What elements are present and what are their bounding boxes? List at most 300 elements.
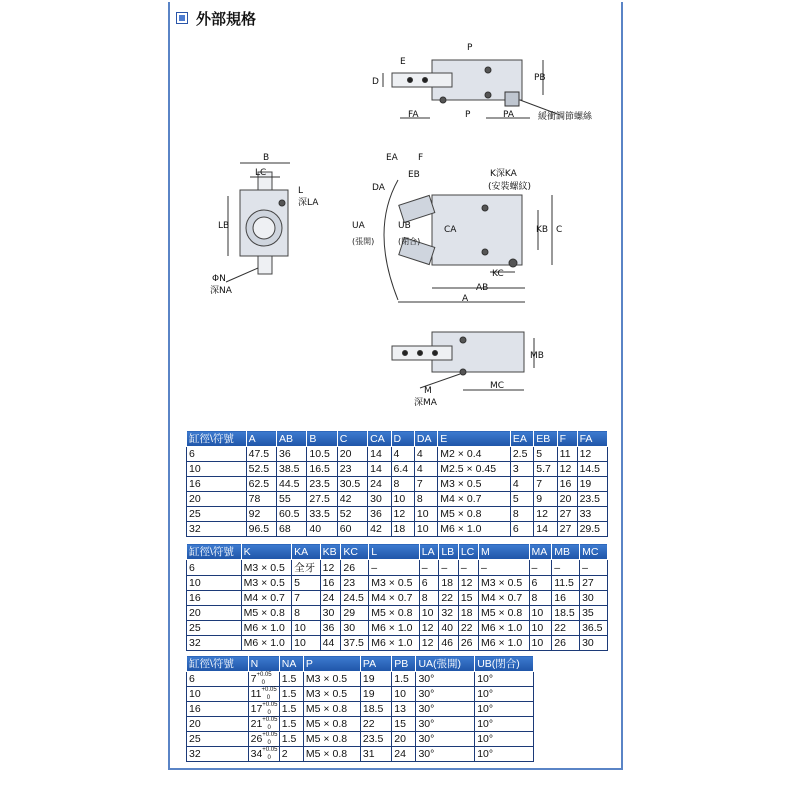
table-cell: 96.5 bbox=[246, 522, 276, 537]
table-cell: 52.5 bbox=[246, 462, 276, 477]
table-row bbox=[187, 560, 608, 576]
table-cell: 16 bbox=[187, 591, 242, 606]
table-cell: 27.5 bbox=[307, 492, 337, 507]
table-cell: 30° bbox=[416, 672, 475, 687]
header-cell: LB bbox=[439, 544, 459, 560]
header-cell: C bbox=[337, 431, 367, 447]
top-view-label-P-bottom: P bbox=[465, 110, 471, 120]
table-cell: 30° bbox=[416, 717, 475, 732]
table-cell: 20 bbox=[187, 717, 249, 732]
table-cell: 16.5 bbox=[307, 462, 337, 477]
table-cell: 2.5 bbox=[510, 447, 533, 462]
front-view-label-DA: DA bbox=[372, 183, 385, 193]
header-cell: A bbox=[246, 431, 276, 447]
table-cell: M5 × 0.8 bbox=[303, 702, 360, 717]
table-cell: 29.5 bbox=[577, 522, 607, 537]
table-cell: 23 bbox=[337, 462, 367, 477]
table-cell: 36 bbox=[368, 507, 391, 522]
table-cell bbox=[248, 672, 279, 687]
table-cell: 10 bbox=[529, 636, 552, 651]
header-cell: UA(張開) bbox=[416, 656, 475, 672]
table-cell: 1.5 bbox=[279, 717, 303, 732]
table-cell: – bbox=[479, 560, 530, 576]
table-cell: 36.5 bbox=[580, 621, 608, 636]
table-cell: 1.5 bbox=[392, 672, 416, 687]
side-view-label-depth-LA: 深LA bbox=[298, 198, 319, 208]
table-cell: 19 bbox=[360, 672, 391, 687]
table-cell: 12 bbox=[557, 462, 577, 477]
tolerance-lower: 0 bbox=[267, 755, 271, 761]
table-cell: 30° bbox=[416, 702, 475, 717]
table-cell: M4 × 0.7 bbox=[369, 591, 420, 606]
table-cell: 6.4 bbox=[391, 462, 414, 477]
side-view-label-LC: LC bbox=[255, 168, 267, 178]
tolerance-lower: 0 bbox=[267, 740, 271, 746]
table-cell: 10° bbox=[475, 672, 534, 687]
table-cell: 10° bbox=[475, 687, 534, 702]
header-cell: KB bbox=[320, 544, 341, 560]
side-view-label-LB: LB bbox=[218, 221, 230, 231]
table-cell: 23.5 bbox=[307, 477, 337, 492]
table-cell: M3 × 0.5 bbox=[241, 576, 292, 591]
table-cell: 5 bbox=[292, 576, 320, 591]
table-cell: – bbox=[580, 560, 608, 576]
table-header-row bbox=[187, 431, 608, 447]
technical-drawings bbox=[180, 36, 620, 416]
header-cell: EA bbox=[510, 431, 533, 447]
header-cell: L bbox=[369, 544, 420, 560]
table-cell: 11 bbox=[557, 447, 577, 462]
table-cell: M5 × 0.8 bbox=[241, 606, 292, 621]
square-bullet-icon bbox=[176, 12, 188, 24]
table-cell: 8 bbox=[529, 591, 552, 606]
table-cell: 52 bbox=[337, 507, 367, 522]
front-view-label-EA: EA bbox=[386, 153, 398, 163]
table-cell: 30° bbox=[416, 732, 475, 747]
table-cell: 12 bbox=[391, 507, 414, 522]
table-cell bbox=[248, 702, 279, 717]
table-cell: 4 bbox=[414, 447, 437, 462]
tolerance-upper: +0.05 bbox=[262, 747, 278, 753]
table-cell bbox=[248, 687, 279, 702]
table-cell: 16 bbox=[557, 477, 577, 492]
front-view-label-A: A bbox=[462, 294, 469, 304]
table-cell: 92 bbox=[246, 507, 276, 522]
table-cell bbox=[248, 717, 279, 732]
tolerance-upper: +0.05 bbox=[261, 687, 277, 693]
table-cell: 23 bbox=[341, 576, 369, 591]
table-cell: 14 bbox=[368, 447, 391, 462]
table-cell: 10 bbox=[529, 606, 552, 621]
header-cell: FA bbox=[577, 431, 607, 447]
table-cell: 30° bbox=[416, 747, 475, 762]
table-cell: 46 bbox=[439, 636, 459, 651]
table-cell: 27 bbox=[580, 576, 608, 591]
table-cell: 30 bbox=[320, 606, 341, 621]
table-cell: 55 bbox=[276, 492, 306, 507]
tolerance-value: 21 bbox=[250, 718, 263, 730]
table-cell: 44.5 bbox=[276, 477, 306, 492]
table-cell: 6 bbox=[419, 576, 439, 591]
table-cell: – bbox=[439, 560, 459, 576]
header-cell: MA bbox=[529, 544, 552, 560]
front-view-label-EB: EB bbox=[408, 170, 420, 180]
table-cell: M5 × 0.8 bbox=[479, 606, 530, 621]
table-cell: 42 bbox=[368, 522, 391, 537]
table-cell: 10 bbox=[187, 462, 247, 477]
table-cell: 30 bbox=[368, 492, 391, 507]
table-cell: 36 bbox=[320, 621, 341, 636]
table-cell: 15 bbox=[458, 591, 478, 606]
bottom-view-label-MC: MC bbox=[490, 381, 505, 391]
table-cell: M5 × 0.8 bbox=[303, 717, 360, 732]
table-cell: M6 × 1.0 bbox=[369, 636, 420, 651]
table-cell: 42 bbox=[337, 492, 367, 507]
header-cell: UB(閉合) bbox=[475, 656, 534, 672]
table-cell: 16 bbox=[187, 702, 249, 717]
tolerance-lower: 0 bbox=[267, 710, 271, 716]
table-cell: 30 bbox=[580, 636, 608, 651]
table-cell: M3 × 0.5 bbox=[241, 560, 292, 576]
table-row bbox=[187, 447, 608, 462]
table-cell: 6 bbox=[187, 447, 247, 462]
table-cell: M4 × 0.7 bbox=[241, 591, 292, 606]
bottom-view-label-depth-MA: 深MA bbox=[414, 398, 437, 408]
front-view-label-KC: KC bbox=[492, 269, 504, 279]
header-cell: N bbox=[248, 656, 279, 672]
table-cell: 78 bbox=[246, 492, 276, 507]
table-cell: M4 × 0.7 bbox=[438, 492, 511, 507]
table-cell: 24.5 bbox=[341, 591, 369, 606]
front-view-label-K-depth-KA: K深KA bbox=[490, 169, 517, 179]
table-cell: 40 bbox=[439, 621, 459, 636]
front-view-label-AB: AB bbox=[476, 283, 489, 293]
header-cell: 缸徑\符號 bbox=[187, 656, 249, 672]
header-cell: DA bbox=[414, 431, 437, 447]
table-cell: 22 bbox=[360, 717, 391, 732]
header-cell: M bbox=[479, 544, 530, 560]
table-cell: 12 bbox=[458, 576, 478, 591]
table-cell: 1.5 bbox=[279, 687, 303, 702]
table-cell: 24 bbox=[368, 477, 391, 492]
table-cell: 23.5 bbox=[360, 732, 391, 747]
table-cell: 3 bbox=[510, 462, 533, 477]
table-cell: 10° bbox=[475, 747, 534, 762]
table-cell: 32 bbox=[187, 636, 242, 651]
side-view-label-B: B bbox=[263, 153, 270, 163]
header-cell: NA bbox=[279, 656, 303, 672]
side-view-label-L: L bbox=[298, 186, 304, 196]
table-cell: M5 × 0.8 bbox=[438, 507, 511, 522]
section-title: 外部規格 bbox=[196, 9, 257, 28]
spec-table-2 bbox=[186, 543, 608, 651]
table-cell: 30 bbox=[580, 591, 608, 606]
table-row bbox=[187, 687, 534, 702]
tolerance-lower: 0 bbox=[266, 695, 271, 701]
table-cell: 36 bbox=[276, 447, 306, 462]
table-cell: 5 bbox=[534, 447, 557, 462]
section-heading bbox=[176, 8, 256, 28]
table-body bbox=[187, 672, 534, 762]
table-cell: 38.5 bbox=[276, 462, 306, 477]
side-view-label-N: ΦN bbox=[212, 274, 226, 284]
top-view-label-PB: PB bbox=[534, 73, 546, 83]
table-cell: 16 bbox=[187, 477, 247, 492]
table-cell: 14 bbox=[534, 522, 557, 537]
table-cell: 31 bbox=[360, 747, 391, 762]
top-view-drawing bbox=[372, 43, 593, 122]
table-cell: 7 bbox=[414, 477, 437, 492]
table-cell: 30 bbox=[341, 621, 369, 636]
front-view-label-mount-thread: (安裝螺紋) bbox=[488, 182, 532, 192]
tolerance-value: 34 bbox=[250, 748, 263, 760]
front-view-drawing bbox=[352, 153, 562, 304]
table-cell: 8 bbox=[391, 477, 414, 492]
table-row bbox=[187, 576, 608, 591]
table-cell: – bbox=[552, 560, 580, 576]
table-cell: 32 bbox=[187, 747, 249, 762]
header-cell: MB bbox=[552, 544, 580, 560]
table-cell: 18.5 bbox=[360, 702, 391, 717]
tolerance-upper: +0.05 bbox=[256, 672, 272, 678]
table-cell: 8 bbox=[419, 591, 439, 606]
table-cell: 26 bbox=[458, 636, 478, 651]
header-cell: 缸徑\符號 bbox=[187, 544, 242, 560]
table-cell bbox=[248, 747, 279, 762]
table-cell: 5 bbox=[510, 492, 533, 507]
header-cell: LA bbox=[419, 544, 439, 560]
front-view-label-UA: UA bbox=[352, 221, 365, 231]
table-cell: 27 bbox=[557, 522, 577, 537]
table-cell: 10.5 bbox=[307, 447, 337, 462]
table-cell: M2 × 0.4 bbox=[438, 447, 511, 462]
table-cell: M4 × 0.7 bbox=[479, 591, 530, 606]
table-row bbox=[187, 462, 608, 477]
table-cell: 11.5 bbox=[552, 576, 580, 591]
table-cell: 33 bbox=[577, 507, 607, 522]
side-view-label-depth-NA: 深NA bbox=[210, 286, 232, 296]
table-row bbox=[187, 477, 608, 492]
front-view-label-KB: KB bbox=[536, 225, 549, 235]
table-cell: 16 bbox=[552, 591, 580, 606]
tolerance-value: 7 bbox=[250, 673, 257, 685]
table-row bbox=[187, 507, 608, 522]
table-cell: – bbox=[458, 560, 478, 576]
table-cell: 30° bbox=[416, 687, 475, 702]
table-cell: M3 × 0.5 bbox=[303, 687, 360, 702]
table-cell: 8 bbox=[414, 492, 437, 507]
top-view-label-E: E bbox=[400, 57, 406, 67]
header-cell: PA bbox=[360, 656, 391, 672]
bottom-view-drawing bbox=[392, 332, 544, 408]
tolerance-lower: 0 bbox=[261, 680, 265, 686]
table-cell: 32 bbox=[439, 606, 459, 621]
table-cell: 7 bbox=[534, 477, 557, 492]
table-cell: M5 × 0.8 bbox=[303, 732, 360, 747]
table-cell: 22 bbox=[439, 591, 459, 606]
table-cell: 68 bbox=[276, 522, 306, 537]
header-cell: CA bbox=[368, 431, 391, 447]
table-cell: 10° bbox=[475, 702, 534, 717]
table-cell: M6 × 1.0 bbox=[479, 636, 530, 651]
table-cell: 12 bbox=[419, 621, 439, 636]
table-cell: 22 bbox=[552, 621, 580, 636]
table-row bbox=[187, 672, 534, 687]
table-row bbox=[187, 492, 608, 507]
table-cell: M6 × 1.0 bbox=[369, 621, 420, 636]
table-cell: 1.5 bbox=[279, 732, 303, 747]
table-cell: 8 bbox=[292, 606, 320, 621]
table-cell: 15 bbox=[392, 717, 416, 732]
table-cell: M5 × 0.8 bbox=[369, 606, 420, 621]
table-cell: M6 × 1.0 bbox=[241, 621, 292, 636]
table-cell: 18.5 bbox=[552, 606, 580, 621]
table-cell: 19 bbox=[360, 687, 391, 702]
table-row bbox=[187, 606, 608, 621]
table-cell: 18 bbox=[458, 606, 478, 621]
table-cell: 10 bbox=[187, 576, 242, 591]
table-body bbox=[187, 560, 608, 651]
top-view-label-FA: FA bbox=[408, 110, 419, 120]
table-row bbox=[187, 747, 534, 762]
table-cell: 4 bbox=[391, 447, 414, 462]
table-cell: 60 bbox=[337, 522, 367, 537]
table-cell: M2.5 × 0.45 bbox=[438, 462, 511, 477]
table-cell: M6 × 1.0 bbox=[438, 522, 511, 537]
table-row bbox=[187, 522, 608, 537]
table-cell: 20 bbox=[392, 732, 416, 747]
header-cell: D bbox=[391, 431, 414, 447]
spec-table-3 bbox=[186, 655, 534, 762]
table-cell: 47.5 bbox=[246, 447, 276, 462]
table-cell: 14 bbox=[368, 462, 391, 477]
table-cell: 22 bbox=[458, 621, 478, 636]
header-cell: E bbox=[438, 431, 511, 447]
tolerance-value: 26 bbox=[250, 733, 263, 745]
table-cell: 5.7 bbox=[534, 462, 557, 477]
top-view-label-P-top: P bbox=[467, 43, 473, 53]
table-cell: 10 bbox=[419, 606, 439, 621]
header-cell: AB bbox=[276, 431, 306, 447]
table-cell: – bbox=[419, 560, 439, 576]
table-cell: 10 bbox=[414, 507, 437, 522]
table-cell: 6 bbox=[510, 522, 533, 537]
top-view-label-D: D bbox=[372, 77, 379, 87]
table-cell: 12 bbox=[320, 560, 341, 576]
table-row bbox=[187, 636, 608, 651]
table-row bbox=[187, 621, 608, 636]
header-cell: EB bbox=[534, 431, 557, 447]
table-cell: 8 bbox=[510, 507, 533, 522]
table-cell: M3 × 0.5 bbox=[479, 576, 530, 591]
table-cell: 10° bbox=[475, 732, 534, 747]
front-view-label-C: C bbox=[556, 225, 563, 235]
table-cell: M3 × 0.5 bbox=[438, 477, 511, 492]
header-cell: P bbox=[303, 656, 360, 672]
table-cell: 33.5 bbox=[307, 507, 337, 522]
header-cell: LC bbox=[458, 544, 478, 560]
table-cell: 24 bbox=[320, 591, 341, 606]
header-cell: KC bbox=[341, 544, 369, 560]
front-view-label-F: F bbox=[418, 153, 424, 163]
table-cell: 18 bbox=[439, 576, 459, 591]
bottom-view-label-M: M bbox=[424, 386, 432, 396]
table-cell: 10 bbox=[292, 621, 320, 636]
table-body bbox=[187, 447, 608, 537]
header-cell: MC bbox=[580, 544, 608, 560]
front-view-label-open: (張開) bbox=[352, 237, 375, 246]
table-cell: 10 bbox=[392, 687, 416, 702]
table-cell: 10° bbox=[475, 717, 534, 732]
table-cell: 1.5 bbox=[279, 702, 303, 717]
table-cell: 12 bbox=[419, 636, 439, 651]
table-cell: 18 bbox=[391, 522, 414, 537]
bottom-view-label-MB: MB bbox=[530, 351, 544, 361]
spec-table-1 bbox=[186, 430, 608, 537]
table-cell: 32 bbox=[187, 522, 247, 537]
table-header-row bbox=[187, 544, 608, 560]
table-cell: 12 bbox=[534, 507, 557, 522]
table-cell: 20 bbox=[187, 492, 247, 507]
table-cell: 26 bbox=[552, 636, 580, 651]
table-cell: 19 bbox=[577, 477, 607, 492]
tolerance-lower: 0 bbox=[267, 725, 271, 731]
front-view-label-CA: CA bbox=[444, 225, 457, 235]
table-cell: 1.5 bbox=[279, 672, 303, 687]
table-row bbox=[187, 717, 534, 732]
table-cell: 16 bbox=[320, 576, 341, 591]
table-cell: – bbox=[369, 560, 420, 576]
table-row bbox=[187, 732, 534, 747]
table-cell: 20 bbox=[557, 492, 577, 507]
table-cell: M6 × 1.0 bbox=[241, 636, 292, 651]
table-cell: 29 bbox=[341, 606, 369, 621]
table-cell: 7 bbox=[292, 591, 320, 606]
table-cell: 12 bbox=[577, 447, 607, 462]
front-view-label-UB: UB bbox=[398, 221, 411, 231]
table-cell bbox=[248, 732, 279, 747]
table-cell: 14.5 bbox=[577, 462, 607, 477]
table-cell: 25 bbox=[187, 621, 242, 636]
table-cell: 40 bbox=[307, 522, 337, 537]
header-cell: F bbox=[557, 431, 577, 447]
table-cell: 23.5 bbox=[577, 492, 607, 507]
table-cell: 全牙 bbox=[292, 560, 320, 576]
table-cell: 26 bbox=[341, 560, 369, 576]
tolerance-value: 11 bbox=[250, 688, 262, 700]
header-cell: 缸徑\符號 bbox=[187, 431, 247, 447]
table-cell: 30.5 bbox=[337, 477, 367, 492]
table-cell: 25 bbox=[187, 507, 247, 522]
header-cell: K bbox=[241, 544, 292, 560]
table-row bbox=[187, 702, 534, 717]
table-cell: 37.5 bbox=[341, 636, 369, 651]
table-header-row bbox=[187, 656, 534, 672]
tolerance-upper: +0.05 bbox=[262, 732, 278, 738]
table-cell: 62.5 bbox=[246, 477, 276, 492]
table-cell: 6 bbox=[529, 576, 552, 591]
table-cell: 10 bbox=[187, 687, 249, 702]
table-cell: 6 bbox=[187, 672, 249, 687]
tolerance-upper: +0.05 bbox=[262, 702, 278, 708]
table-cell: 10 bbox=[414, 522, 437, 537]
tolerance-value: 17 bbox=[250, 703, 263, 715]
table-cell: 6 bbox=[187, 560, 242, 576]
header-cell: PB bbox=[392, 656, 416, 672]
front-view-label-closed: (閉合) bbox=[398, 237, 421, 246]
header-cell: B bbox=[307, 431, 337, 447]
table-cell: M3 × 0.5 bbox=[369, 576, 420, 591]
